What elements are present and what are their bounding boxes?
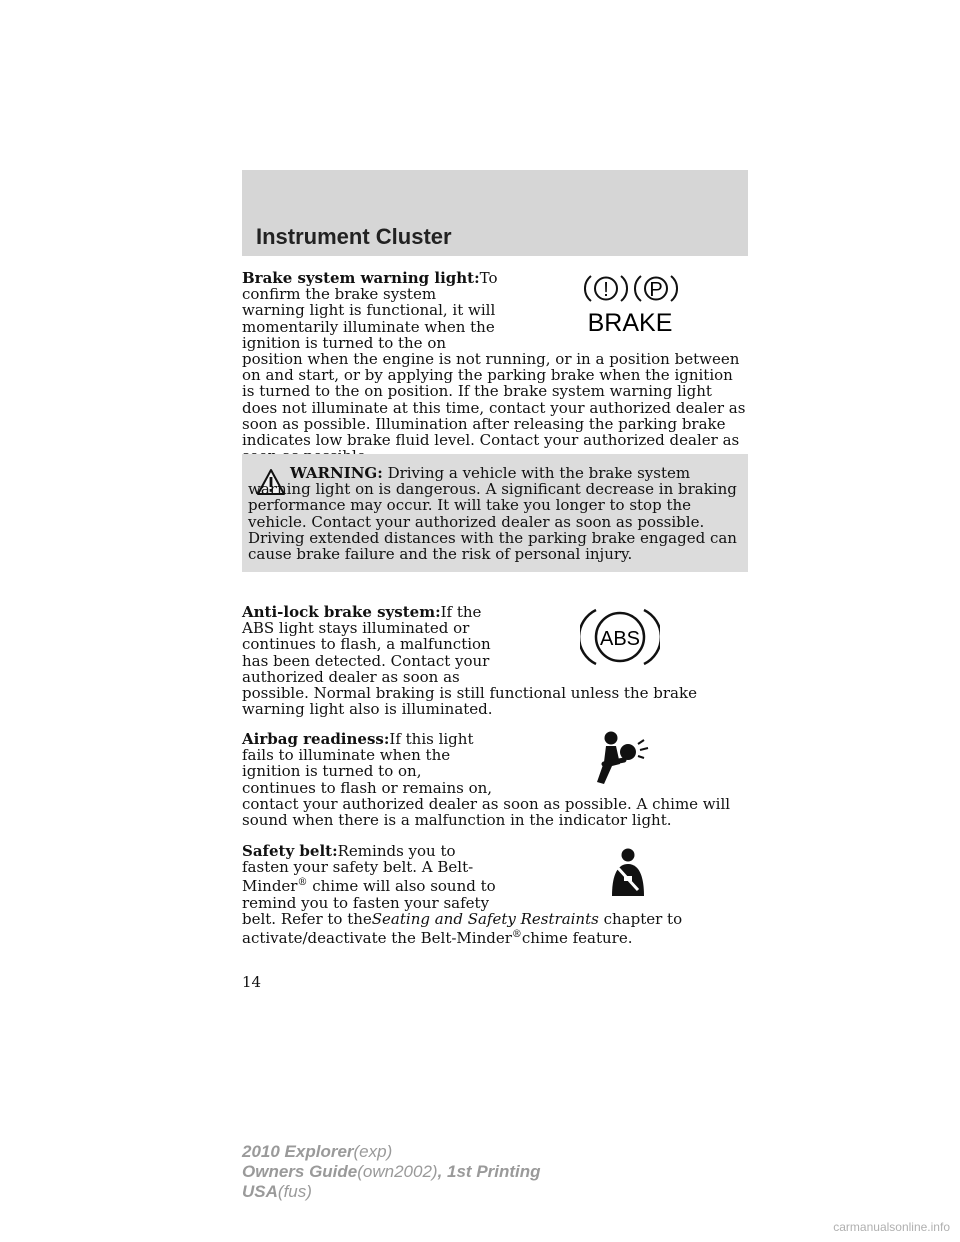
warning-text-block	[248, 465, 740, 562]
belt-text-2: chime will also sound to remind you to fasten your safety belt. Refer to the	[242, 877, 496, 928]
section-title: Instrument Cluster	[256, 224, 452, 249]
airbag-text: If this light fails to illuminate when the ignition is turned to on, continues to flash or remains on, contact your authorized dealer as soon as possible. A chime will sound when there is a malfunction in the indicator light.	[242, 730, 731, 830]
footer-guide-code: (own2002)	[357, 1162, 438, 1181]
section-header	[242, 170, 748, 256]
belt-text-3: chapter to activate/deactivate the Belt-Minder	[242, 909, 683, 948]
airbag-lead: Airbag readiness:	[242, 730, 390, 748]
watermark: carmanualsonline.info	[833, 1220, 950, 1234]
belt-reg-2: ®	[511, 929, 522, 941]
belt-paragraph	[242, 843, 748, 946]
brake-icon-excl: !	[603, 279, 609, 301]
warning-text: Driving a vehicle with the brake system warning light on is dangerous. A significant decrease in braking performance may occur. It will take you longer to stop the vehicle. Contact your authorized dealer as soon as possible. Driving extended distances with the parking brake engaged can cause brake failure and the risk of personal injury.	[248, 464, 737, 564]
warning-lead: WARNING:	[290, 464, 383, 482]
abs-lead: Anti-lock brake system:	[242, 603, 441, 621]
belt-text-1: Reminds you to fasten your safety belt. A Belt-Minder	[242, 842, 474, 896]
warning-box	[242, 454, 748, 572]
airbag-paragraph	[242, 731, 748, 828]
brake-text: To confirm the brake system warning light is functional, it will momentarily illuminate when the ignition is turned to the on position when the engine is not running, or in a position between on and start, or by applying the parking brake when the ignition is turned to the on position. If the brake system warning light does not illuminate at this time, contact your authorized dealer as soon as possible. Illumination after releasing the parking brake indicates low brake fluid level. Contact your authorized dealer as	[242, 269, 746, 450]
footer-printing: , 1st Printing	[437, 1162, 541, 1181]
footer-market: USA	[242, 1182, 278, 1201]
brake-icon-p: P	[649, 279, 663, 301]
page-number: 14	[242, 973, 262, 991]
brake-lead: Brake system warning light:	[242, 269, 480, 287]
footer-model-code: (exp)	[353, 1142, 393, 1161]
belt-text-4: chime feature.	[521, 929, 633, 948]
brake-icon-label: BRAKE	[587, 309, 673, 334]
brake-paragraph	[242, 270, 748, 464]
abs-text: If the ABS light stays illuminated or continues to flash, a malfunction has been detected. Contact your authorized dealer as soon as possible. Normal braking is still functional unless the brake warning light also is illuminated.	[242, 603, 697, 719]
abs-icon-label: ABS	[599, 628, 641, 650]
footer-guide: Owners Guide	[242, 1162, 358, 1181]
footer	[242, 1142, 541, 1202]
belt-reg-1: ®	[297, 877, 308, 889]
belt-lead: Safety belt:	[242, 842, 338, 860]
footer-market-code: (fus)	[277, 1182, 312, 1201]
abs-paragraph	[242, 604, 748, 717]
footer-model: 2010 Explorer	[242, 1142, 354, 1161]
belt-italic-ref: Seating and Safety Restraints	[371, 909, 599, 928]
